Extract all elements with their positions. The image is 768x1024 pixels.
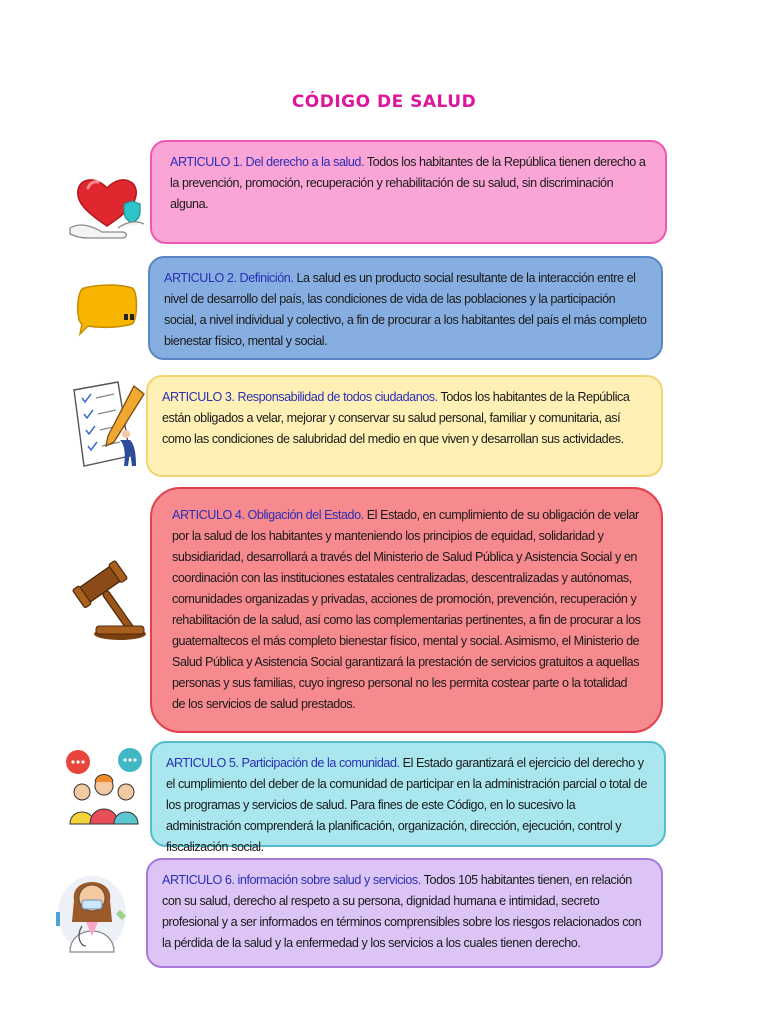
article-5-card xyxy=(150,741,666,854)
article-5-body: El Estado garantizará el ejercicio del derecho y el cumplimiento del deber de la comunidad de participar en la administración parcial o total de los programas y servicios de salud. Para fines de este Código, en lo sucesivo la administración comprenderá la planificación, organización, dirección, ejecución, control y fiscalización social. xyxy=(166,756,647,854)
article-2-card xyxy=(148,256,663,360)
article-6-heading: ARTICULO 6. información sobre salud y servicios. xyxy=(162,873,421,887)
article-5-heading: ARTICULO 5. Participación de la comunidad. xyxy=(166,756,400,770)
article-4-body: El Estado, en cumplimiento de su obligación de velar por la salud de los habitantes y manteniendo los principios de equidad, solidaridad y subsidiaridad, desarrollará a través del Ministerio de Salud Pública y Asistencia Social y en coordinación con las instituciones estatales centralizadas, descentralizadas y autónomas, comunidades organizadas y privadas, acciones de promoción, prevención, recuperación y rehabilitación de la salud, así como las complementarias pertinentes, a fin de procurar a los guatemaltecos el más completo bienestar físico, mental y social. Asimismo, el Ministerio de Salud Pública y Asistencia Social garantizará la prestación de servicios gratuitos a aquellas personas y sus familias, cuyo ingreso personal no les permita costear parte o la totalidad de los servicios de salud prestados. xyxy=(172,508,641,711)
checklist-pencil-icon xyxy=(68,380,148,472)
article-4-heading: ARTICULO 4. Obligación del Estado. xyxy=(172,508,364,522)
article-1-card xyxy=(150,140,667,244)
gavel-icon xyxy=(64,560,152,644)
article-2-body: La salud es un producto social resultante de la interacción entre el nivel de desarrollo del país, las condiciones de vida de las poblaciones y la participación social, a nivel individual y colectivo, a fin de procurar a los habitantes del país el más completo bienestar físico, mental y social. xyxy=(164,271,647,348)
community-people-icon xyxy=(62,746,146,826)
article-4-card xyxy=(150,487,663,733)
article-3-card xyxy=(146,375,663,477)
page-title: CÓDIGO DE SALUD xyxy=(291,92,477,112)
article-3-heading: ARTICULO 3. Responsabilidad de todos ciudadanos. xyxy=(162,390,438,404)
article-2-heading: ARTICULO 2. Definición. xyxy=(164,271,294,285)
article-3-body: Todos los habitantes de la República están obligados a velar, mejorar y conservar su salud personal, familiar y comunitaria, así como las condiciones de salubridad del medio en que viven y desarrollan sus actividades. xyxy=(162,390,630,446)
article-6-card xyxy=(146,858,663,968)
speech-bubble-icon xyxy=(70,280,142,340)
article-6-body: Todos 105 habitantes tienen, en relación con su salud, derecho al respeto a su persona, dignidad humana e intimidad, secreto profesional y a ser informados en términos comprensibles sobre los riesgos relacionados con la pérdida de la salud y la enfermedad y los servicios a los cuales tienen derecho. xyxy=(162,873,642,950)
doctor-icon xyxy=(52,866,132,954)
article-1-body: Todos los habitantes de la República tienen derecho a la prevención, promoción, recuperación y rehabilitación de su salud, sin discriminación alguna. xyxy=(170,155,646,211)
heart-hands-icon xyxy=(66,168,148,244)
article-1-heading: ARTICULO 1. Del derecho a la salud. xyxy=(170,155,365,169)
